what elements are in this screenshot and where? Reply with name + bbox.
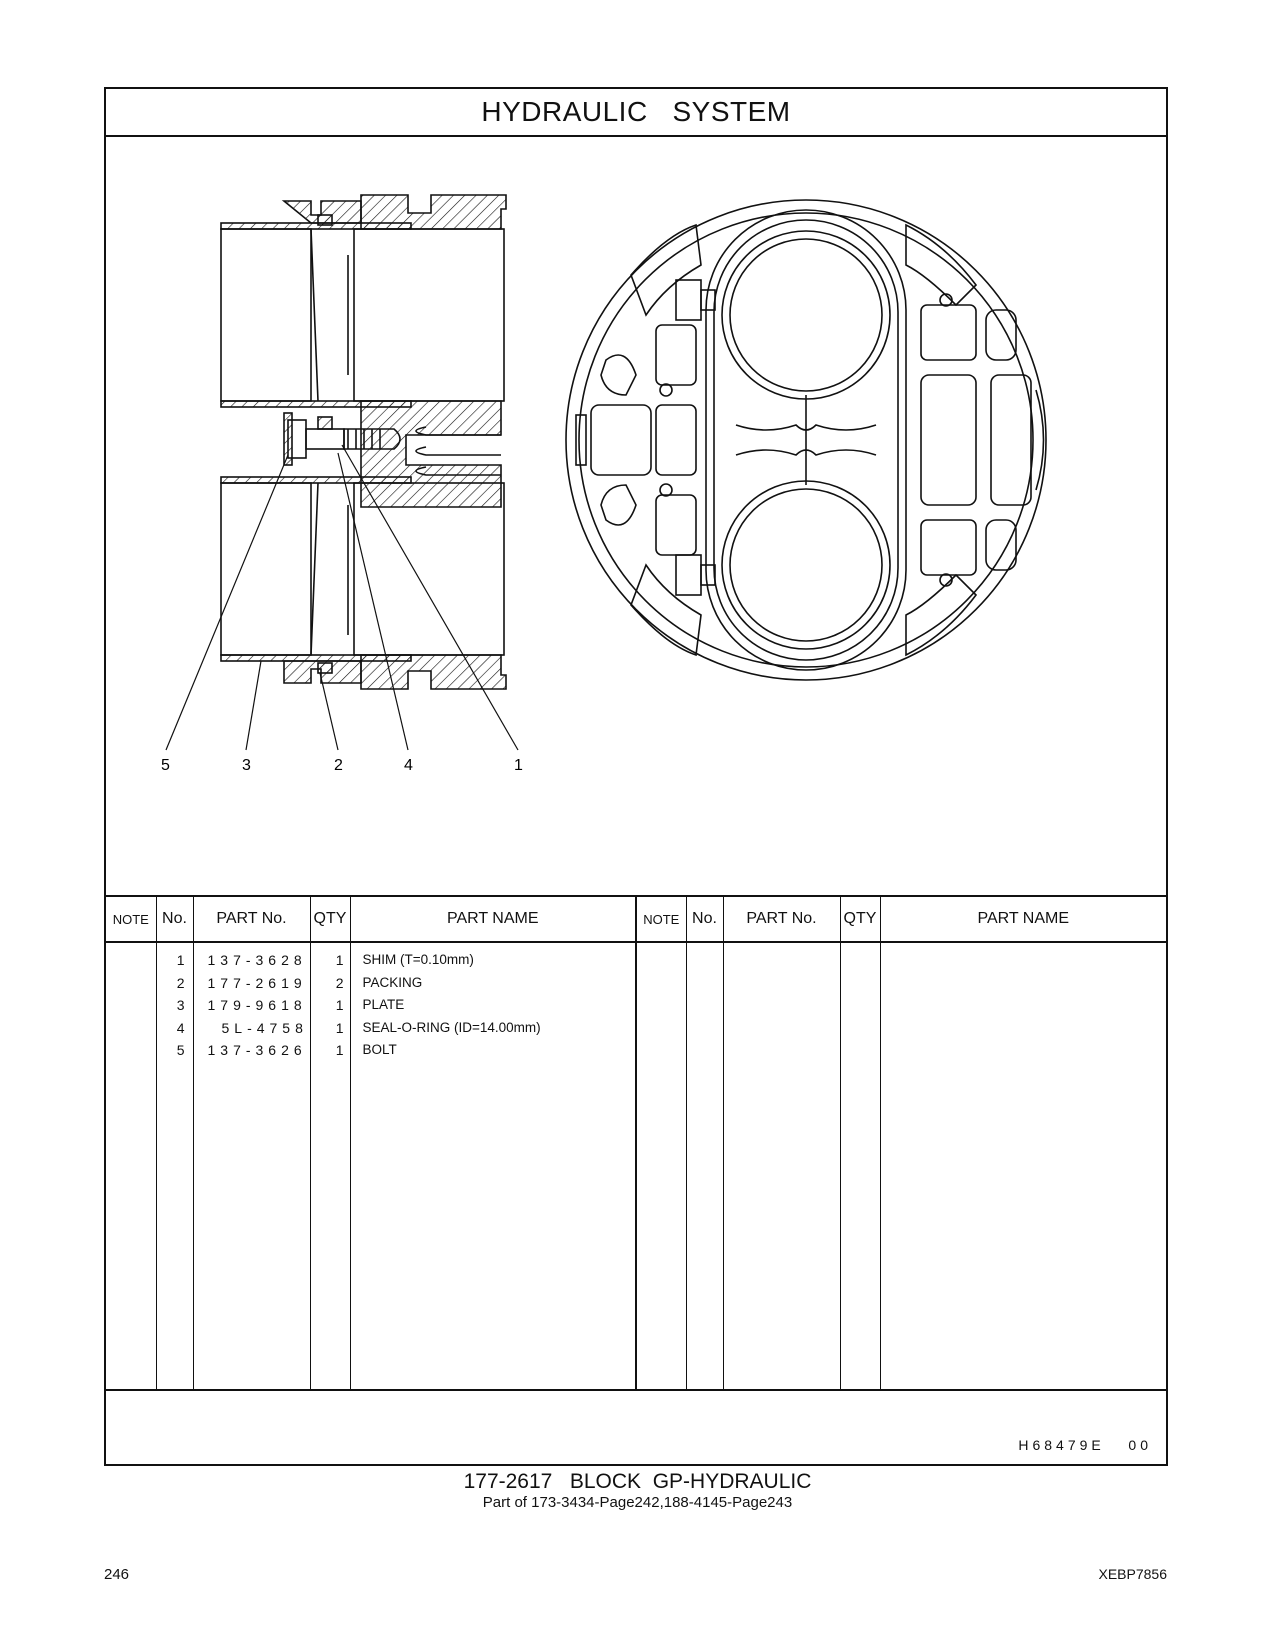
col-part-no: PART No. <box>193 896 310 942</box>
quantity: 1 <box>335 1042 344 1058</box>
quantity: 2 <box>335 974 344 991</box>
part-number: 137-3626 <box>207 1042 307 1058</box>
item-no: 2 <box>176 974 185 991</box>
part-number: 177-2619 <box>207 974 307 991</box>
quantity: 1 <box>335 952 344 968</box>
exploded-view-illustration <box>106 135 1166 895</box>
col-part-name-right: PART NAME <box>880 896 1166 942</box>
parts-list-table <box>106 895 1166 1390</box>
part-name-cell <box>350 942 636 1390</box>
part-name: SHIM (T=0.10mm) <box>362 952 474 967</box>
col-no: No. <box>156 896 193 942</box>
title-row <box>106 89 1166 137</box>
page-number: 246 <box>104 1566 130 1583</box>
col-qty: QTY <box>310 896 350 942</box>
group-title: 177-2617 BLOCK GP-HYDRAULIC <box>463 1470 812 1493</box>
note-cell-right <box>636 942 686 1390</box>
page-title: HYDRAULIC SYSTEM <box>481 96 791 127</box>
item-no: 3 <box>176 997 185 1013</box>
parts-drawing <box>106 135 1166 895</box>
drawing-code: H68479E 00 <box>1018 1437 1152 1453</box>
drawing-code-row <box>106 1389 1166 1468</box>
part-no-cell-right <box>723 942 840 1390</box>
front-block-view <box>566 200 1046 680</box>
no-cell <box>156 942 193 1390</box>
no-cell-right <box>686 942 723 1390</box>
col-note-right: NOTE <box>636 896 686 942</box>
part-number: 137-3628 <box>207 952 307 968</box>
table-header-row <box>106 896 1166 942</box>
col-note: NOTE <box>106 896 156 942</box>
callout-5: 5 <box>161 757 170 774</box>
col-no-right: No. <box>686 896 723 942</box>
item-no: 1 <box>176 952 185 968</box>
callout-2: 2 <box>334 757 343 774</box>
part-name: PLATE <box>362 997 405 1012</box>
group-reference: Part of 173-3434-Page242,188-4145-Page243 <box>482 1494 793 1511</box>
part-no-cell <box>193 942 310 1390</box>
part-name: PACKING <box>362 974 423 990</box>
part-name: BOLT <box>362 1042 397 1057</box>
document-code: XEBP7856 <box>1098 1566 1167 1582</box>
part-number: 5L-4758 <box>221 1019 308 1036</box>
page-caption <box>0 1466 1275 1512</box>
qty-cell-right <box>840 942 880 1390</box>
note-cell <box>106 942 156 1390</box>
qty-cell <box>310 942 350 1390</box>
col-part-name: PART NAME <box>350 896 636 942</box>
callout-3: 3 <box>242 757 251 774</box>
parts-page-frame <box>104 87 1168 1466</box>
quantity: 1 <box>335 997 344 1013</box>
item-no: 5 <box>176 1042 185 1058</box>
table-body-row <box>106 942 1166 1390</box>
side-section-view <box>221 195 506 689</box>
item-no: 4 <box>176 1019 185 1036</box>
callout-4: 4 <box>404 757 413 774</box>
part-name-cell-right <box>880 942 1166 1390</box>
col-qty-right: QTY <box>840 896 880 942</box>
callout-1: 1 <box>514 757 523 774</box>
quantity: 1 <box>335 1019 344 1036</box>
col-part-no-right: PART No. <box>723 896 840 942</box>
part-name: SEAL-O-RING (ID=14.00mm) <box>362 1019 541 1035</box>
part-number: 179-9618 <box>207 997 307 1013</box>
